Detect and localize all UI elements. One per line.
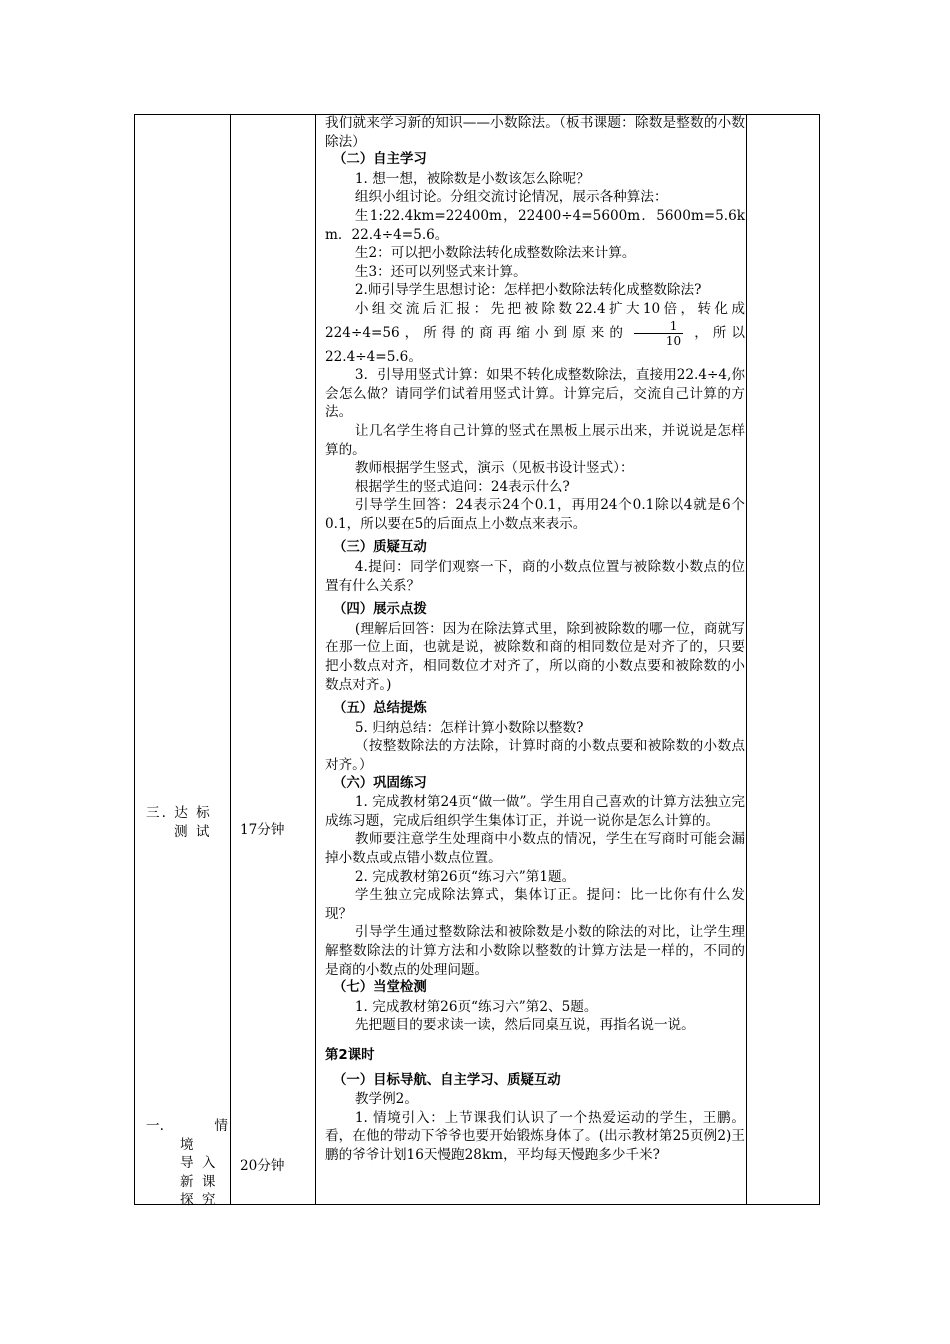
paragraph: 教学例2。	[354, 1091, 418, 1108]
paragraph: 1. 想一想，被除数是小数该怎么除呢？	[354, 170, 590, 187]
paragraph: （按整数除法的方法除，计算时商的小数点要和被除数的小数点对齐。）	[325, 738, 745, 773]
section-heading: （五）总结提炼	[333, 701, 427, 717]
column-divider	[230, 115, 231, 1204]
section-heading: （四）展示点拨	[333, 602, 427, 618]
paragraph: 1. 情境引入：上节课我们认识了一个热爱运动的学生，王鹏。看，在他的带动下爷爷也要开始锻炼身体了。(出示教材第25页例2)王鹏的爷爷计划16天慢跑28km，平均每天慢跑多少千米?	[325, 1109, 745, 1163]
section-heading: （三）质疑互动	[333, 540, 427, 556]
paragraph: 组织小组讨论。分组交流讨论情况，展示各种算法：	[354, 189, 668, 206]
lesson-number: 第2课时	[325, 1047, 375, 1063]
column-divider	[315, 115, 316, 1204]
paragraph-text: 小组交流后汇报：先把被除数22.4扩大10倍，转化成224÷4=56，所得的商再缩小到原来的	[325, 300, 745, 341]
fraction-numerator: 1	[669, 318, 678, 333]
paragraph: 1. 完成教材第26页“练习六”第2、5题。	[354, 998, 598, 1015]
paragraph: 4.提问：同学们观察一下，商的小数点位置与被除数小数点的位置有什么关系？	[325, 559, 745, 594]
paragraph: 先把题目的要求读一读，然后同桌互说，再指名说一说。	[354, 1017, 695, 1034]
section-3-label: 三. 达 标 测 试	[146, 805, 212, 840]
paragraph: 1. 完成教材第24页“做一做”。学生用自己喜欢的计算方法独立完成练习题，完成后组织学生集体订正，并说一说你是怎么计算的。	[325, 794, 745, 829]
paragraph-text: ，所以22.4÷4=5.6。	[325, 324, 746, 365]
section-heading: （二）自主学习	[333, 152, 427, 168]
column-divider	[746, 115, 747, 1204]
paragraph: 生3：还可以列竖式来计算。	[354, 263, 527, 280]
section-heading: （一）目标导航、自主学习、质疑互动	[333, 1072, 561, 1088]
section-1-label: 一. 情 境 导 入 新 课 探 究	[146, 1118, 228, 1209]
paragraph: 生2：可以把小数除法转化成整数除法来计算。	[354, 245, 636, 262]
paragraph: (理解后回答：因为在除法算式里，除到被除数的哪一位，商就写在那一位上面，也就是说，被除数和商的相同数位是对齐了的，只要把小数点对齐，相同数位才对齐了，所以商的小数点要和被除数的小数点对齐。)	[325, 620, 745, 693]
paragraph: 3．引导用竖式计算：如果不转化成整数除法，直接用22.4÷4,你会怎么做？请同学们试着用竖式计算。计算完后，交流自己计算的方法。	[325, 367, 745, 421]
paragraph: 2. 完成教材第26页“练习六”第1题。	[354, 868, 576, 885]
paragraph: 5. 归纳总结：怎样计算小数除以整数?	[354, 719, 584, 736]
fraction	[634, 319, 683, 348]
paragraph: 引导学生通过整数除法和被除数是小数的除法的对比，让学生理解整数除法的计算方法和小数除以整数的计算方法是一样的，不同的是商的小数点的处理问题。	[325, 924, 745, 978]
section-3-time: 17分钟	[240, 822, 285, 838]
paragraph: 2.师引导学生思想讨论：怎样把小数除法转化成整数除法?	[354, 282, 702, 299]
paragraph: 教师根据学生竖式，演示（见板书设计竖式）：	[354, 460, 634, 477]
paragraph: 根据学生的竖式追问：24表示什么?	[354, 478, 570, 495]
paragraph: 教师要注意学生处理商中小数点的情况，学生在写商时可能会漏掉小数点或点错小数点位置。	[325, 831, 745, 866]
paragraph	[325, 300, 745, 366]
lesson-content	[325, 114, 745, 1164]
paragraph: 让几名学生将自己计算的竖式在黑板上展示出来，并说说是怎样算的。	[325, 422, 745, 458]
section-1-time: 20分钟	[240, 1158, 285, 1174]
section-heading: （六）巩固练习	[333, 775, 427, 791]
paragraph: 生1:22.4km=22400m，22400÷4=5600m．5600m=5.6km．22.4÷4=5.6。	[325, 207, 745, 243]
paragraph: 学生独立完成除法算式，集体订正。提问：比一比你有什么发现？	[325, 887, 745, 922]
fraction-denominator: 10	[634, 333, 683, 348]
section-heading: （七）当堂检测	[333, 980, 427, 996]
paragraph: 引导学生回答：24表示24个0.1，再用24个0.1除以4就是6个0.1，所以要在5的后面点上小数点来表示。	[325, 497, 745, 532]
paragraph: 我们就来学习新的知识——小数除法。（板书课题：除数是整数的小数除法）	[325, 115, 745, 150]
